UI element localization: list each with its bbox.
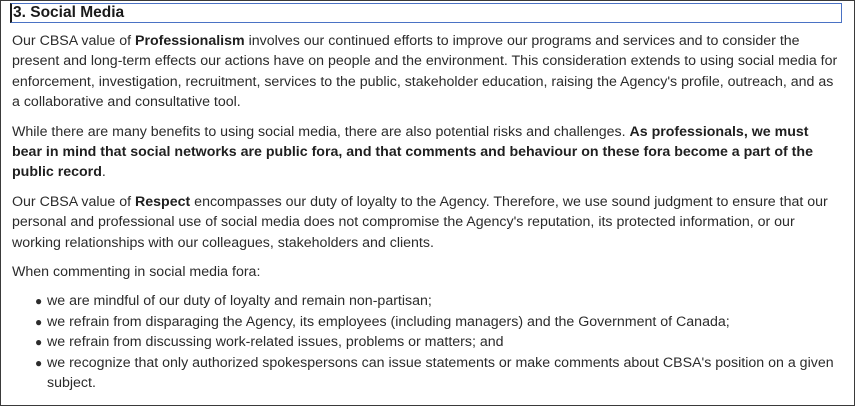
paragraph-text: encompasses our duty of loyalty to the Agency. Therefore, we use sound judgment to ensure that our personal and professional use of social media does not compromise the Agency's reputation, its protected information, or our working relationships with our colleagues, stakeholders and clients. — [12, 193, 828, 251]
bullet-icon: ● — [35, 314, 43, 329]
emphasis-public-record: As professionals, we must bear in mind that social networks are public fora, and that comments and behaviour on these fora become a part of the public record — [12, 123, 813, 181]
paragraph-text: While there are many benefits to using social media, there are also potential risks and challenges. — [12, 123, 630, 140]
bullet-icon: ● — [35, 335, 43, 350]
section-content — [12, 31, 842, 394]
paragraph-risks — [12, 122, 842, 183]
commenting-rules-list — [12, 291, 842, 393]
bullet-icon: ● — [35, 355, 43, 370]
list-item-text: we are mindful of our duty of loyalty and remain non-partisan; — [47, 293, 432, 310]
list-item-text: we refrain from disparaging the Agency, its employees (including managers) and the Government of Canada; — [47, 313, 730, 330]
emphasis-professionalism: Professionalism — [135, 33, 245, 49]
list-item-text: we recognize that only authorized spokespersons can issue statements or make comments about CBSA's position on a given subject. — [47, 354, 834, 392]
list-item — [35, 312, 842, 332]
paragraph-text: Our CBSA value of — [12, 33, 136, 49]
list-item-text: we refrain from discussing work-related issues, problems or matters; and — [47, 334, 504, 351]
list-item — [35, 332, 842, 352]
paragraph-respect — [12, 192, 842, 253]
paragraph-text: Our CBSA value of — [12, 193, 136, 210]
list-item — [35, 291, 842, 311]
paragraph-text: involves our continued efforts to improve our programs and services and to consider the present and long-term effects our actions have on people and the environment. This consideration extends to using social media for enforcement, investigation, recruitment, services to the public, stakeholder education, raising the Agency's profile, outreach, and as a collaborative and consultative tool. — [12, 33, 838, 111]
paragraph-professionalism — [12, 31, 842, 113]
bullet-icon: ● — [35, 294, 43, 309]
emphasis-respect: Respect — [135, 193, 191, 210]
list-item — [35, 353, 842, 394]
section-heading: 3. Social Media — [10, 3, 842, 23]
paragraph-text: . — [101, 164, 106, 181]
paragraph-commenting-intro: When commenting in social media fora: — [12, 264, 261, 281]
